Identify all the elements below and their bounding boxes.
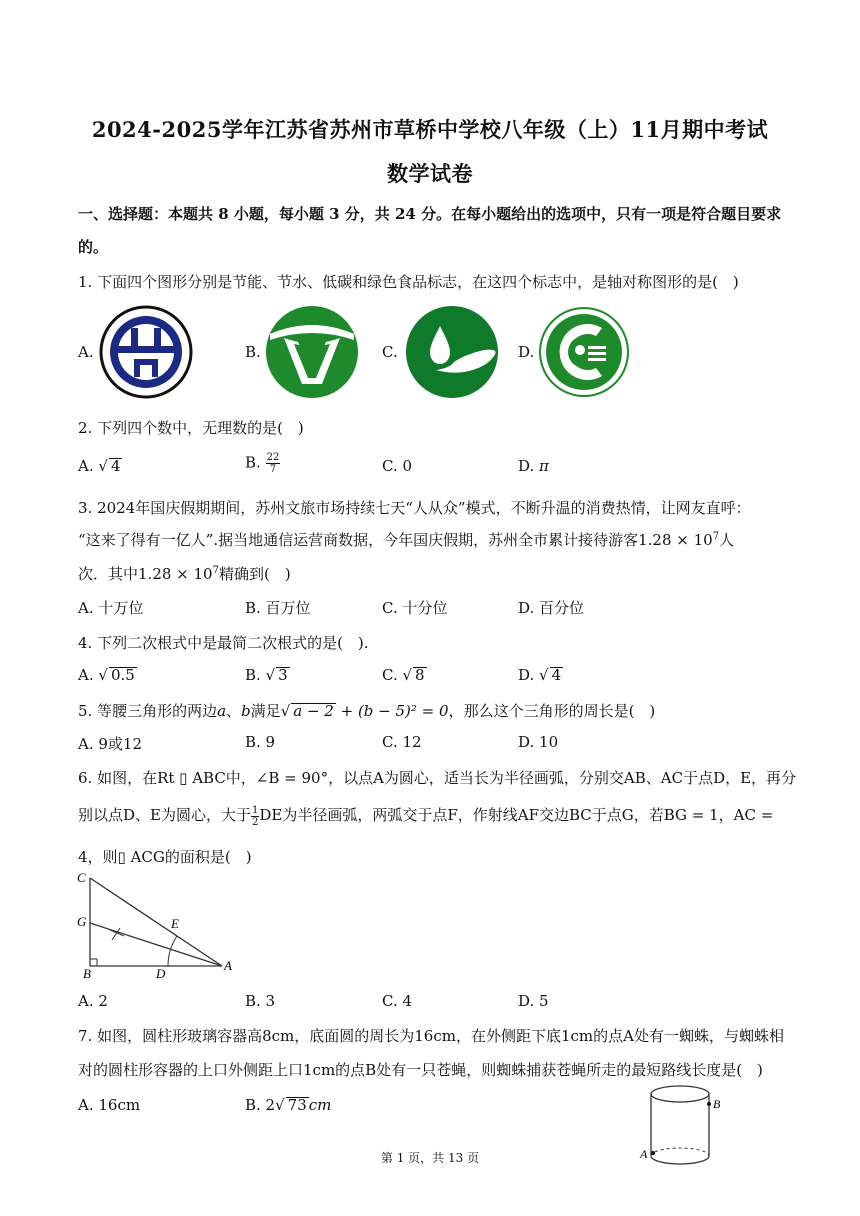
q7-line1: 7. 如图，圆柱形玻璃容器高8cm，底面圆的周长为16cm，在外侧距下底1cm的点A处有一蜘蛛，与蜘蛛相 [78, 1027, 784, 1045]
q3-line3: 次．其中$1.28 \times 10^7$精确到( ) [78, 565, 291, 583]
q7-line2: 对的圆柱形容器的上口外侧距上口1cm的点B处有一只苍蝇，则蜘蛛捕获苍蝇所走的最短路线长度是( ) [78, 1061, 763, 1079]
low-carbon-logo [404, 304, 500, 400]
q6-line2: 别以点D、E为圆心，大于 $\frac{1}{2}$ DE为半径画弧，两弧交于点F，作射线AF交边BC于点G，若BG = 1，AC = [78, 804, 774, 828]
q5-option-b: B. 9 [245, 733, 276, 751]
section-heading-line2: 的。 [78, 238, 109, 256]
q6-line3: 4，则▯ ACG的面积是( ) [78, 848, 252, 866]
green-food-logo [538, 306, 630, 398]
q2-option-c: C. 0 [382, 457, 413, 475]
q1-option-d: D. [518, 343, 535, 361]
fig-label-b: B [83, 966, 91, 981]
fig-label-d: D [156, 966, 166, 981]
q2-option-b: B. $\frac{22}{7}$ [245, 452, 280, 475]
energy-saving-logo [98, 304, 194, 400]
title-line-1: 2024-2025学年江苏省苏州市草桥中学校八年级（上）11月期中考试 [91, 117, 769, 142]
q4-option-c: C. √ 8 [382, 666, 425, 684]
q1-option-b: B. [245, 343, 261, 361]
q3-option-a: A. 十万位 [78, 599, 144, 617]
fig-label-e: E [171, 916, 179, 931]
q5-option-a: A. 9或12 [78, 735, 142, 753]
q3-option-c: C. 十分位 [382, 599, 448, 617]
q7-option-b: B. 2√ 73 cm [245, 1096, 332, 1114]
q6-option-c: C. 4 [382, 992, 413, 1010]
q5-stem: 5. 等腰三角形的两边a、b满足√ a − 2 + (b − 5)² = 0，那么这个三角形的周长是( ) [78, 702, 656, 720]
q2-option-a: A. √ 4 [78, 457, 121, 475]
q4-option-a: A. √ 0.5 [78, 666, 135, 684]
q6-line1: 6. 如图，在Rt ▯ ABC中，∠B = 90°，以点A为圆心，适当长为半径画弧，分别交AB、AC于点D，E，再分 [78, 769, 797, 787]
q3-line1: 3. 2024年国庆假期期间，苏州文旅市场持续七天“人从众”模式，不断升温的消费热情，让网友直呼： [78, 499, 751, 517]
q3-option-d: D. 百分位 [518, 599, 585, 617]
title-line-2: 数学试卷 [387, 161, 473, 186]
q6-option-b: B. 3 [245, 992, 276, 1010]
section-heading-line1: 一、选择题：本题共 8 小题，每小题 3 分，共 24 分。在每小题给出的选项中，只有一项是符合题目要求 [78, 205, 782, 223]
page-footer: 第 1 页，共 13 页 [380, 1151, 480, 1165]
q3-option-b: B. 百万位 [245, 599, 311, 617]
q4-option-d: D. √ 4 [518, 666, 562, 684]
q1-option-c: C. [382, 343, 398, 361]
q7-option-a: A. 16cm [78, 1096, 141, 1114]
q6-option-d: D. 5 [518, 992, 549, 1010]
q6-option-a: A. 2 [78, 992, 108, 1010]
cylinder-label-a: A [640, 1147, 648, 1161]
q3-line2: “这来了得有一亿人”.据当地通信运营商数据，今年国庆假期，苏州全市累计接待游客$1.28 \times 10^7$人 [78, 531, 735, 549]
q2-stem: 2. 下列四个数中，无理数的是( ) [78, 419, 304, 437]
cylinder-label-b: B [713, 1097, 721, 1111]
q1-option-a: A. [78, 343, 94, 361]
q4-stem: 4. 下列二次根式中是最简二次根式的是( ). [78, 634, 369, 652]
fig-label-g: G [77, 914, 87, 929]
water-saving-logo [264, 304, 360, 400]
q5-option-c: C. 12 [382, 733, 422, 751]
q5-option-d: D. 10 [518, 733, 559, 751]
fig-label-c: C [77, 870, 86, 885]
q2-option-d: D. π [518, 457, 549, 475]
q4-option-b: B. √ 3 [245, 666, 288, 684]
q1-stem: 1. 下面四个图形分别是节能、节水、低碳和绿色食品标志，在这四个标志中，是轴对称图形的是( ) [78, 273, 739, 291]
fig-label-a: A [224, 958, 232, 973]
q6-triangle-figure [74, 866, 244, 982]
